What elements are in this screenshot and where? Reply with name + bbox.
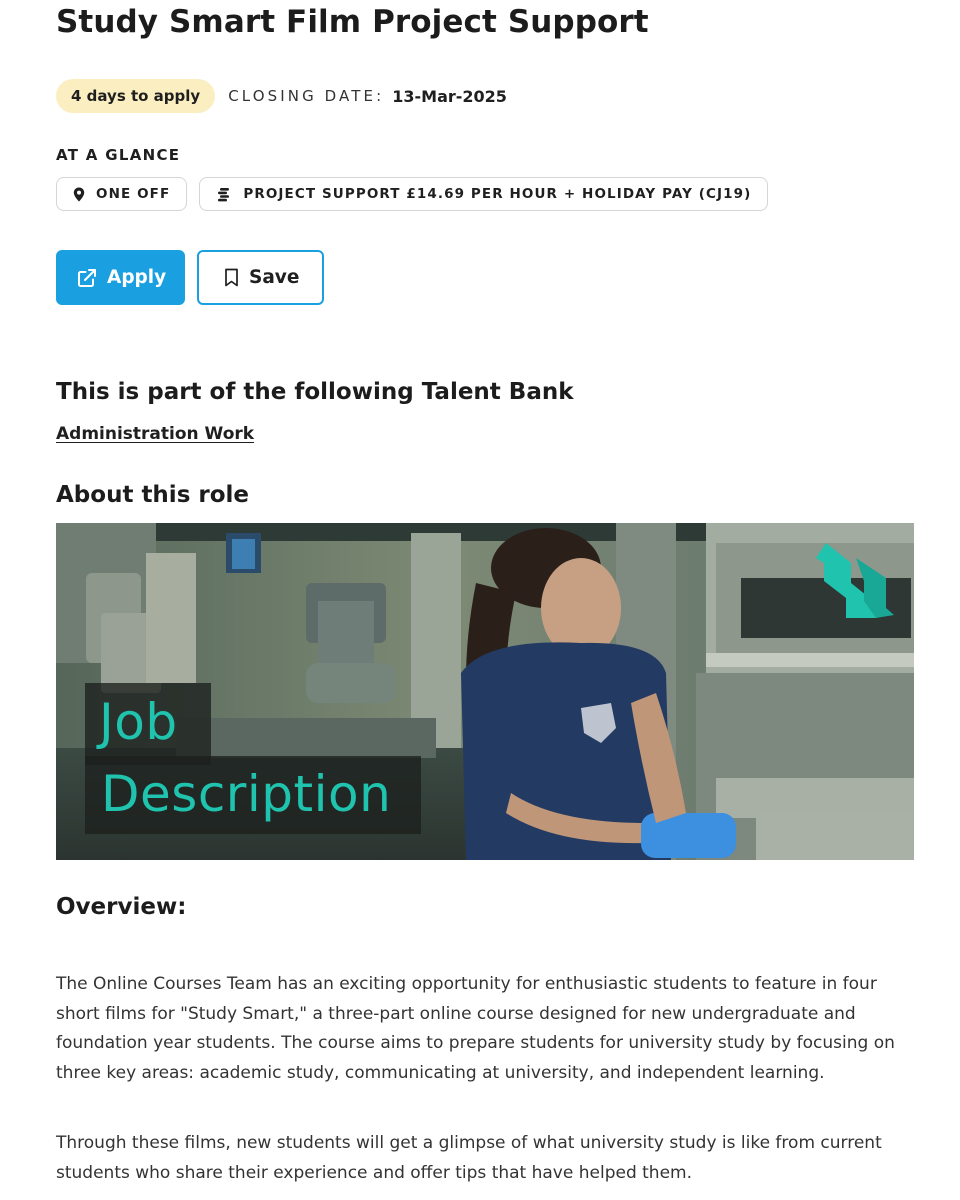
apply-button[interactable] bbox=[56, 250, 185, 305]
banner-title-line1: Job bbox=[99, 693, 178, 751]
external-link-icon bbox=[77, 268, 97, 288]
bookmark-icon bbox=[224, 268, 239, 287]
save-button-label: Save bbox=[249, 267, 300, 288]
tag-pay-rate bbox=[199, 177, 768, 211]
talent-bank-link[interactable]: Administration Work bbox=[56, 424, 255, 444]
overview-heading: Overview: bbox=[56, 894, 187, 920]
talent-bank-heading: This is part of the following Talent Bank bbox=[56, 379, 574, 405]
save-button[interactable] bbox=[197, 250, 324, 305]
tag-label: PROJECT SUPPORT £14.69 PER HOUR + HOLIDAY PAY (CJ19) bbox=[243, 186, 752, 202]
about-role-heading: About this role bbox=[56, 482, 250, 508]
closing-date-value: 13-Mar-2025 bbox=[392, 86, 507, 106]
tag-one-off bbox=[56, 177, 187, 211]
tag-label: ONE OFF bbox=[96, 186, 171, 202]
at-a-glance-tags bbox=[56, 177, 768, 211]
overview-paragraph: The Online Courses Team has an exciting opportunity for enthusiastic students to feature in four short films for "Study Smart," a three-part online course designed for new undergraduate and foundation year students. The course aims to prepare students for university study by focusing on three key areas: academic study, communicating at university, and independent learning. bbox=[56, 974, 895, 1083]
map-pin-icon bbox=[73, 187, 85, 202]
deadline-row bbox=[56, 78, 507, 114]
page-title: Study Smart Film Project Support bbox=[56, 4, 649, 40]
days-to-apply-badge: 4 days to apply bbox=[56, 79, 215, 113]
at-a-glance-heading: AT A GLANCE bbox=[56, 146, 181, 164]
job-description-banner bbox=[56, 523, 914, 860]
action-buttons bbox=[56, 250, 324, 305]
banner-title-line2: Description bbox=[101, 765, 392, 823]
closing-date-label: CLOSING DATE: bbox=[228, 87, 385, 105]
overview-paragraph: Through these films, new students will get a glimpse of what university study is like from current students who share their experience and offer tips that have helped them. bbox=[56, 1133, 882, 1183]
apply-button-label: Apply bbox=[107, 267, 167, 288]
coins-icon bbox=[216, 187, 232, 202]
